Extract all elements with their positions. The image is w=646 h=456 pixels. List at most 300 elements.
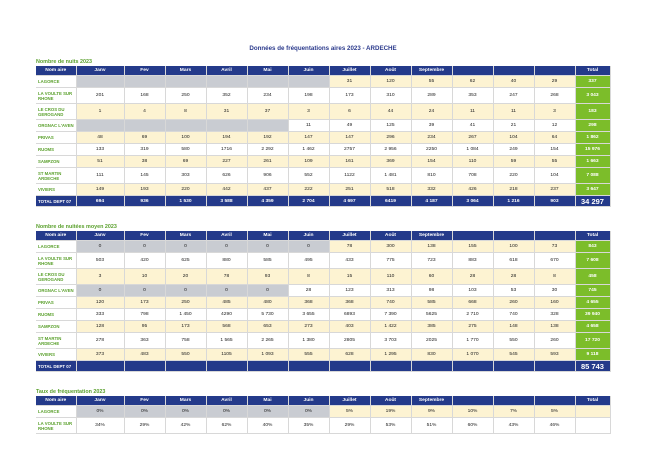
table-cell: 625 — [165, 253, 206, 269]
column-header: Août — [370, 396, 411, 406]
table-cell: 0 — [165, 285, 206, 297]
table-cell: 0 — [124, 241, 165, 253]
table-row — [36, 184, 610, 196]
table-cell: 353 — [452, 88, 493, 104]
table-cell: 668 — [452, 297, 493, 309]
table-cell: 9% — [411, 406, 452, 418]
table-cell: 128 — [76, 321, 124, 333]
table-cell: 41 — [452, 120, 493, 132]
table-cell: 193 — [124, 184, 165, 196]
table-cell: 483 — [124, 349, 165, 361]
table-cell: 111 — [76, 168, 124, 184]
table-row — [36, 241, 610, 253]
column-header: Total — [575, 396, 610, 406]
table-cell: 313 — [370, 285, 411, 297]
table-cell: 6 — [329, 104, 370, 120]
total-row — [36, 196, 610, 207]
table-cell: 69 — [165, 156, 206, 168]
grand-total: 34 297 — [575, 196, 610, 207]
table-cell: 220 — [165, 184, 206, 196]
table-cell: 740 — [370, 297, 411, 309]
table-cell — [124, 120, 165, 132]
column-header: Nom aire — [36, 396, 76, 406]
column-header: Janv — [76, 231, 124, 241]
table-cell: 670 — [534, 253, 575, 269]
table-cell: 723 — [411, 253, 452, 269]
total-cell: 936 — [124, 196, 165, 207]
table-cell: 433 — [329, 253, 370, 269]
table-cell: 46% — [534, 418, 575, 434]
table-cell: 110 — [452, 156, 493, 168]
table-cell: 3 — [534, 104, 575, 120]
total-cell — [124, 361, 165, 372]
table-cell — [124, 76, 165, 88]
table-cell: 98 — [411, 285, 452, 297]
table-cell: 1 380 — [288, 333, 329, 349]
total-cell: 6419 — [370, 196, 411, 207]
column-header: Nom aire — [36, 66, 76, 76]
row-total: 3 647 — [575, 184, 610, 196]
data-table — [36, 66, 611, 207]
row-total — [575, 418, 610, 434]
table-cell: 173 — [124, 297, 165, 309]
table-cell: 55 — [411, 76, 452, 88]
table-cell — [165, 76, 206, 88]
table-cell: 628 — [329, 349, 370, 361]
column-header: Septembre — [411, 396, 452, 406]
table-cell: 333 — [76, 309, 124, 321]
row-name: LA VOULTE SUR RHONE — [36, 253, 76, 269]
table-cell: 0% — [165, 406, 206, 418]
total-cell: 3 064 — [452, 196, 493, 207]
row-name: ORGNAC L'AVEN — [36, 120, 76, 132]
table-cell: 38 — [124, 156, 165, 168]
table-cell: 173 — [165, 321, 206, 333]
row-name: LA VOULTE SUR RHONE — [36, 418, 76, 434]
column-header: Mai — [247, 231, 288, 241]
total-cell — [247, 361, 288, 372]
table-cell: 369 — [370, 156, 411, 168]
table-cell: 125 — [370, 120, 411, 132]
table-row — [36, 88, 610, 104]
table-cell: 1122 — [329, 168, 370, 184]
column-header — [452, 231, 493, 241]
table-cell: 37 — [247, 104, 288, 120]
table-cell: 95 — [124, 321, 165, 333]
total-cell: 694 — [76, 196, 124, 207]
column-header: Mars — [165, 66, 206, 76]
table-cell: 420 — [124, 253, 165, 269]
table-row — [36, 406, 610, 418]
table-cell: 12 — [534, 120, 575, 132]
table-cell: 273 — [288, 321, 329, 333]
table-cell: 2757 — [329, 144, 370, 156]
table-cell: 69 — [124, 132, 165, 144]
table-cell — [247, 76, 288, 88]
table-cell: 426 — [452, 184, 493, 196]
table-row — [36, 104, 610, 120]
column-header — [534, 66, 575, 76]
column-header: Août — [370, 66, 411, 76]
table-cell: 550 — [165, 349, 206, 361]
table-cell: 11 — [452, 104, 493, 120]
table-cell: 21 — [493, 120, 534, 132]
table-cell: 55 — [534, 156, 575, 168]
table-cell — [247, 120, 288, 132]
table-cell: 30 — [534, 285, 575, 297]
table-row — [36, 144, 610, 156]
table-cell: 260 — [493, 297, 534, 309]
total-cell: 3 588 — [206, 196, 247, 207]
row-total: 7 088 — [575, 168, 610, 184]
grand-total: 85 743 — [575, 361, 610, 372]
table-cell: 352 — [206, 88, 247, 104]
table-cell: 1 070 — [452, 349, 493, 361]
total-cell — [493, 361, 534, 372]
table-cell: 906 — [247, 168, 288, 184]
table-cell: 53 — [493, 285, 534, 297]
table-row — [36, 321, 610, 333]
table-row — [36, 253, 610, 269]
table-cell: 495 — [288, 253, 329, 269]
row-total: 298 — [575, 120, 610, 132]
table-cell: 19% — [370, 406, 411, 418]
table-cell: 53% — [370, 418, 411, 434]
table-cell: 220 — [493, 168, 534, 184]
table-cell: 3 — [288, 104, 329, 120]
table-cell: 147 — [329, 132, 370, 144]
table-cell: 296 — [370, 132, 411, 144]
table-cell: 0% — [76, 406, 124, 418]
total-cell — [165, 361, 206, 372]
table-cell: 1 565 — [206, 333, 247, 349]
table-cell: 275 — [452, 321, 493, 333]
table-cell: 626 — [206, 168, 247, 184]
table-cell: 39 — [411, 120, 452, 132]
column-header — [452, 66, 493, 76]
table-cell: 110 — [370, 269, 411, 285]
column-header: Avril — [206, 396, 247, 406]
table-row — [36, 309, 610, 321]
row-total: 745 — [575, 285, 610, 297]
table-row — [36, 333, 610, 349]
table-cell: 0 — [247, 285, 288, 297]
table-cell: 653 — [247, 321, 288, 333]
table-cell: 368 — [329, 297, 370, 309]
row-total: 3 043 — [575, 88, 610, 104]
table-cell: 198 — [288, 88, 329, 104]
column-header: Juillet — [329, 231, 370, 241]
table-cell: 0 — [288, 241, 329, 253]
column-header: Septembre — [411, 231, 452, 241]
table-cell: 161 — [329, 156, 370, 168]
sheet-title: Données de fréquentations aires 2023 - ARDECHE — [249, 45, 397, 52]
table-cell: 1105 — [206, 349, 247, 361]
table-cell: 373 — [76, 349, 124, 361]
table-cell: 20 — [165, 269, 206, 285]
column-header: Juin — [288, 66, 329, 76]
table-cell: 7 390 — [370, 309, 411, 321]
table-cell: 363 — [124, 333, 165, 349]
table-cell: 1 481 — [370, 168, 411, 184]
table-cell: 10% — [452, 406, 493, 418]
table-cell: 28 — [493, 269, 534, 285]
table-cell: 133 — [76, 144, 124, 156]
section-title: Taux de fréquentation 2023 — [36, 389, 106, 395]
table-cell: 29 — [534, 76, 575, 88]
table-cell: 303 — [165, 168, 206, 184]
column-header: Mars — [165, 396, 206, 406]
table-cell: 250 — [165, 297, 206, 309]
table-cell: 437 — [247, 184, 288, 196]
table-cell: 104 — [493, 132, 534, 144]
table-cell: 43% — [493, 418, 534, 434]
row-total: 843 — [575, 241, 610, 253]
table-cell: 3 — [76, 269, 124, 285]
table-cell: 247 — [493, 88, 534, 104]
table-cell: 11 — [493, 104, 534, 120]
table-cell: 145 — [124, 168, 165, 184]
table-cell: 24 — [411, 104, 452, 120]
table-cell: 442 — [206, 184, 247, 196]
row-total: 15 976 — [575, 144, 610, 156]
table-cell: 0 — [206, 241, 247, 253]
table-cell: 618 — [493, 253, 534, 269]
table-cell: 798 — [124, 309, 165, 321]
row-name: LA VOULTE SUR RHONE — [36, 88, 76, 104]
total-cell: 1 530 — [165, 196, 206, 207]
table-cell: 485 — [206, 297, 247, 309]
column-header: Janv — [76, 396, 124, 406]
table-cell: 518 — [370, 184, 411, 196]
row-name: LE CROS DU GEROGAND — [36, 104, 76, 120]
row-total: 183 — [575, 104, 610, 120]
table-cell: 59 — [493, 156, 534, 168]
table-cell: 192 — [247, 132, 288, 144]
table-cell: 154 — [411, 156, 452, 168]
table-row — [36, 297, 610, 309]
table-row — [36, 120, 610, 132]
table-cell: 568 — [206, 321, 247, 333]
table-cell: 160 — [534, 297, 575, 309]
total-cell: 4 187 — [411, 196, 452, 207]
table-cell: 8 — [288, 269, 329, 285]
row-total: 7 608 — [575, 253, 610, 269]
column-header: Nom aire — [36, 231, 76, 241]
table-cell: 29% — [124, 418, 165, 434]
row-name: LAGORCE — [36, 241, 76, 253]
table-cell: 250 — [165, 88, 206, 104]
table-cell: 289 — [411, 88, 452, 104]
table-cell: 28 — [452, 269, 493, 285]
data-table — [36, 396, 611, 434]
table-cell: 201 — [76, 88, 124, 104]
table-cell: 2 292 — [247, 144, 288, 156]
row-total: 337 — [575, 76, 610, 88]
table-cell: 883 — [452, 253, 493, 269]
column-header — [493, 231, 534, 241]
table-cell — [206, 76, 247, 88]
table-cell: 7% — [493, 406, 534, 418]
table-cell: 5% — [329, 406, 370, 418]
table-cell: 103 — [452, 285, 493, 297]
table-cell: 0% — [206, 406, 247, 418]
table-cell: 6893 — [329, 309, 370, 321]
total-cell — [452, 361, 493, 372]
spreadsheet-sheet — [36, 42, 610, 434]
table-cell: 100 — [493, 241, 534, 253]
table-cell: 1 — [76, 104, 124, 120]
total-cell — [534, 361, 575, 372]
section-title: Nombre de nuits 2023 — [36, 59, 93, 65]
table-cell: 0 — [206, 285, 247, 297]
table-row — [36, 418, 610, 434]
column-header — [534, 231, 575, 241]
row-name: LAGORCE — [36, 76, 76, 88]
table-cell: 260 — [534, 333, 575, 349]
table-cell: 234 — [411, 132, 452, 144]
table-cell: 1 770 — [452, 333, 493, 349]
total-cell — [76, 361, 124, 372]
column-header: Avril — [206, 231, 247, 241]
total-cell — [206, 361, 247, 372]
total-cell: 1 216 — [493, 196, 534, 207]
table-cell: 740 — [493, 309, 534, 321]
table-cell: 149 — [76, 184, 124, 196]
table-cell: 173 — [329, 88, 370, 104]
table-cell: 775 — [370, 253, 411, 269]
table-cell: 227 — [206, 156, 247, 168]
column-header: Avril — [206, 66, 247, 76]
table-cell: 44 — [370, 104, 411, 120]
column-header: Juin — [288, 231, 329, 241]
table-cell: 62% — [206, 418, 247, 434]
table-cell: 708 — [452, 168, 493, 184]
row-name: PRIVAS — [36, 297, 76, 309]
row-name: VIVIERS — [36, 349, 76, 361]
table-cell: 42% — [165, 418, 206, 434]
row-name: ST MARTIN ARDECHE — [36, 333, 76, 349]
table-cell: 155 — [452, 241, 493, 253]
table-cell: 62 — [452, 76, 493, 88]
table-cell: 2 265 — [247, 333, 288, 349]
table-cell: 332 — [411, 184, 452, 196]
data-table — [36, 231, 611, 372]
column-header: Total — [575, 231, 610, 241]
table-cell: 480 — [247, 297, 288, 309]
table-cell: 403 — [329, 321, 370, 333]
column-header: Janv — [76, 66, 124, 76]
table-cell: 5625 — [411, 309, 452, 321]
column-header: Mai — [247, 66, 288, 76]
row-name: LAGORCE — [36, 406, 76, 418]
table-cell: 2805 — [329, 333, 370, 349]
table-cell: 60 — [411, 269, 452, 285]
table-cell: 251 — [329, 184, 370, 196]
table-cell: 1 084 — [452, 144, 493, 156]
table-cell: 0 — [124, 285, 165, 297]
row-total: 4 655 — [575, 297, 610, 309]
column-header — [493, 66, 534, 76]
table-cell: 29% — [329, 418, 370, 434]
total-cell: 4 359 — [247, 196, 288, 207]
table-cell: 8 — [165, 104, 206, 120]
table-cell: 64 — [534, 132, 575, 144]
table-cell: 194 — [206, 132, 247, 144]
table-cell: 4290 — [206, 309, 247, 321]
table-cell: 48 — [76, 132, 124, 144]
total-cell — [411, 361, 452, 372]
table-cell: 100 — [165, 132, 206, 144]
table-cell: 93 — [247, 269, 288, 285]
row-total: 17 720 — [575, 333, 610, 349]
table-cell: 8 — [534, 269, 575, 285]
table-cell: 0% — [124, 406, 165, 418]
table-cell: 49 — [329, 120, 370, 132]
column-header: Fev — [124, 66, 165, 76]
table-cell: 78 — [206, 269, 247, 285]
row-total: 458 — [575, 269, 610, 285]
table-row — [36, 168, 610, 184]
table-cell: 1 422 — [370, 321, 411, 333]
table-cell: 31 — [206, 104, 247, 120]
row-name: RUOMS — [36, 144, 76, 156]
table-cell: 78 — [329, 241, 370, 253]
table-cell: 123 — [329, 285, 370, 297]
table-cell: 51% — [411, 418, 452, 434]
column-header: Mars — [165, 231, 206, 241]
table-cell: 40 — [493, 76, 534, 88]
table-cell: 300 — [370, 241, 411, 253]
table-cell: 2250 — [411, 144, 452, 156]
row-total — [575, 406, 610, 418]
table-cell — [165, 120, 206, 132]
table-cell: 0 — [247, 241, 288, 253]
table-cell: 120 — [76, 297, 124, 309]
row-total: 1 663 — [575, 156, 610, 168]
row-total: 39 940 — [575, 309, 610, 321]
table-cell: 580 — [165, 144, 206, 156]
column-header: Mai — [247, 396, 288, 406]
table-cell: 147 — [288, 132, 329, 144]
table-cell: 1716 — [206, 144, 247, 156]
table-cell: 234 — [247, 88, 288, 104]
table-cell: 830 — [411, 349, 452, 361]
table-cell: 60% — [452, 418, 493, 434]
total-cell — [329, 361, 370, 372]
table-cell: 1 093 — [247, 349, 288, 361]
table-cell: 328 — [534, 309, 575, 321]
column-header: Août — [370, 231, 411, 241]
total-label: TOTAL DEPT 07 — [36, 196, 76, 207]
column-header — [452, 396, 493, 406]
table-cell: 154 — [534, 144, 575, 156]
total-cell — [288, 361, 329, 372]
table-cell: 368 — [288, 297, 329, 309]
table-cell: 104 — [534, 168, 575, 184]
table-cell: 5 730 — [247, 309, 288, 321]
table-cell: 35% — [288, 418, 329, 434]
table-cell: 593 — [534, 349, 575, 361]
row-name: RUOMS — [36, 309, 76, 321]
total-row — [36, 361, 610, 372]
table-cell: 4 — [124, 104, 165, 120]
table-cell: 28 — [288, 285, 329, 297]
section-title: Nombre de nuitées moyen 2023 — [36, 224, 117, 230]
table-cell: 810 — [411, 168, 452, 184]
row-name: ST MARTIN ARDECHE — [36, 168, 76, 184]
table-cell — [288, 76, 329, 88]
